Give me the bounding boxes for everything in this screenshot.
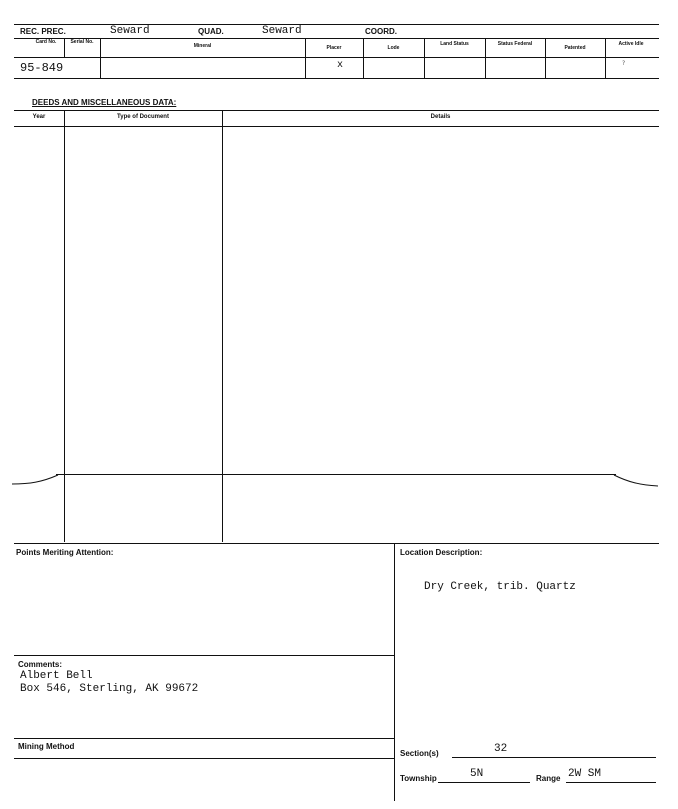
claim-bottom-rule bbox=[14, 78, 659, 79]
claim-divider bbox=[485, 38, 486, 78]
rec-prec-label: REC. PREC. bbox=[20, 27, 66, 36]
col-mineral: Mineral bbox=[193, 43, 212, 49]
quad-label: QUAD. bbox=[198, 27, 224, 36]
claim-divider bbox=[305, 38, 306, 78]
col-details: Details bbox=[430, 114, 451, 120]
comments-top-rule bbox=[14, 655, 394, 656]
range-label: Range bbox=[536, 774, 561, 783]
deeds-bottom-rule bbox=[14, 543, 659, 544]
claim-divider bbox=[64, 38, 65, 57]
deeds-title: DEEDS AND MISCELLANEOUS DATA: bbox=[32, 98, 177, 107]
deeds-head-rule bbox=[14, 126, 659, 127]
placer-value: x bbox=[337, 60, 344, 71]
range-underline bbox=[566, 782, 656, 783]
mining-method-top-rule bbox=[14, 738, 394, 739]
col-type-of-document: Type of Document bbox=[117, 114, 169, 120]
lower-col-divider bbox=[394, 543, 395, 801]
col-serial-no: Serial No. bbox=[70, 39, 94, 45]
claim-divider bbox=[424, 38, 425, 78]
claim-divider bbox=[545, 38, 546, 78]
col-active-idle: Active Idle bbox=[618, 41, 644, 47]
section-underline bbox=[452, 757, 656, 758]
col-land-status: Land Status bbox=[440, 41, 469, 47]
crease-curl-right bbox=[614, 472, 662, 488]
comments-line-2: Box 546, Sterling, AK 99672 bbox=[20, 683, 199, 695]
township-label: Township bbox=[400, 774, 437, 783]
page-crease-line bbox=[56, 474, 616, 475]
col-placer: Placer bbox=[326, 45, 342, 51]
crease-curl-left bbox=[12, 472, 60, 486]
range-value: 2W SM bbox=[568, 768, 602, 780]
deeds-top-rule bbox=[14, 110, 659, 111]
quad-value: Seward bbox=[262, 25, 302, 37]
rec-prec-value: Seward bbox=[110, 25, 150, 37]
claim-divider bbox=[100, 38, 101, 78]
comments-line-1: Albert Bell bbox=[20, 670, 93, 682]
deeds-col-divider bbox=[64, 110, 65, 542]
claim-divider bbox=[605, 38, 606, 78]
township-value: 5N bbox=[470, 768, 484, 780]
header-divider bbox=[14, 38, 659, 39]
active-idle-mark: ? bbox=[622, 60, 626, 67]
location-description-value: Dry Creek, trib. Quartz bbox=[424, 581, 576, 593]
claim-divider bbox=[363, 38, 364, 78]
points-meriting-attention-label: Points Meriting Attention: bbox=[16, 548, 114, 557]
comments-label: Comments: bbox=[18, 660, 63, 669]
mining-method-rule bbox=[14, 758, 394, 759]
col-lode: Lode bbox=[387, 45, 400, 51]
col-year: Year bbox=[32, 114, 46, 120]
col-status-federal: Status Federal bbox=[497, 41, 533, 47]
location-description-label: Location Description: bbox=[400, 548, 483, 557]
mining-method-label: Mining Method bbox=[18, 742, 75, 751]
section-value: 32 bbox=[494, 743, 508, 755]
township-underline bbox=[438, 782, 530, 783]
card-no-value: 95-849 bbox=[20, 61, 64, 75]
claim-head-rule bbox=[14, 57, 659, 58]
col-patented: Patented bbox=[564, 45, 586, 51]
col-card-no: Card No. bbox=[35, 39, 57, 45]
deeds-col-divider bbox=[222, 110, 223, 542]
coord-label: COORD. bbox=[365, 27, 397, 36]
section-label: Section(s) bbox=[400, 749, 439, 758]
